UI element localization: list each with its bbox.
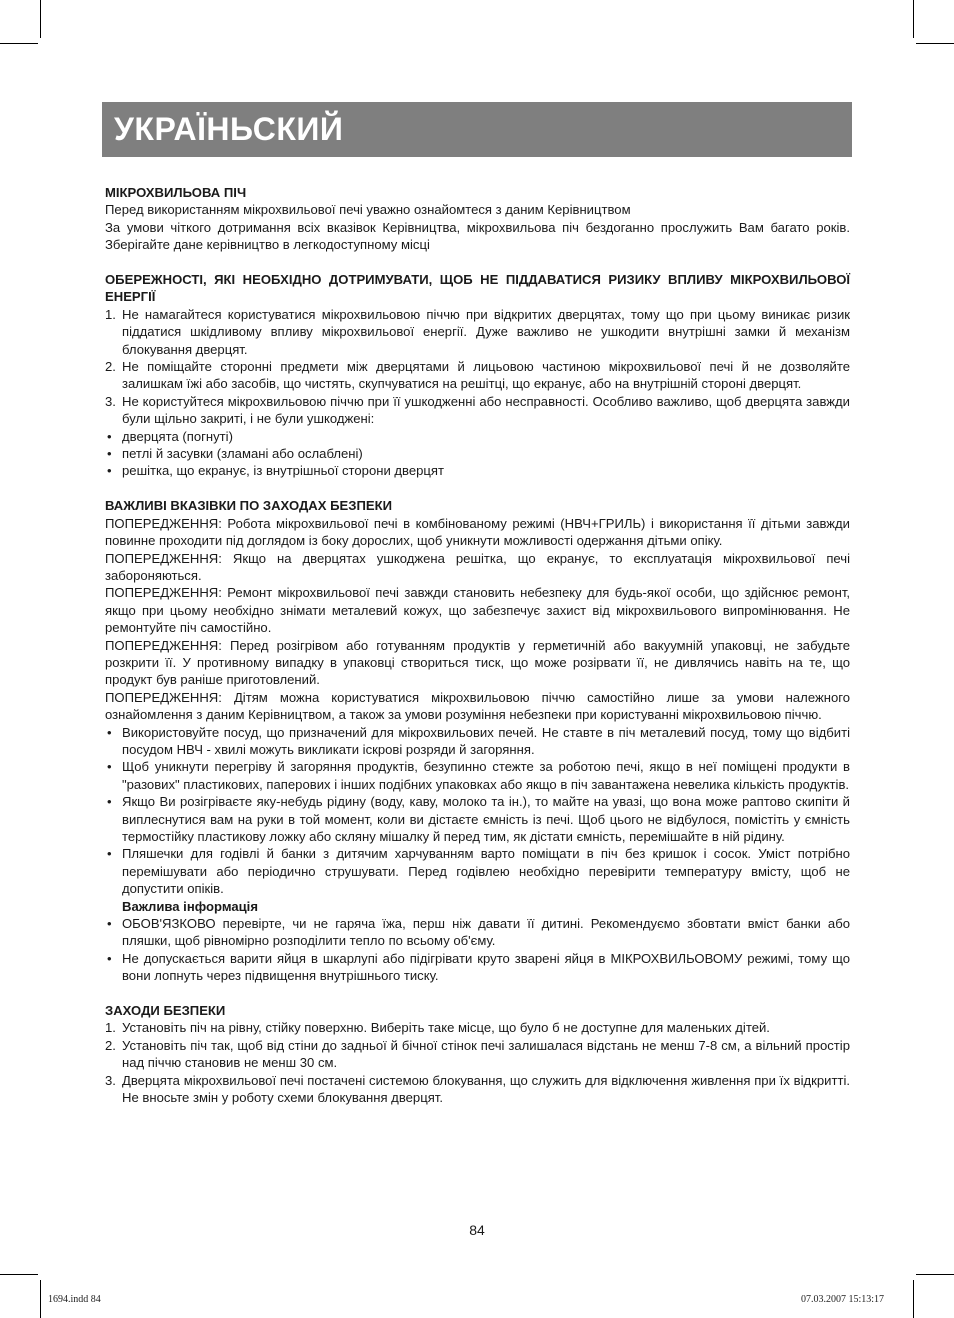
important-info-label: Важлива інформація <box>122 898 258 914</box>
page-content <box>105 184 850 1106</box>
section-title: ВАЖЛИВІ ВКАЗІВКИ ПО ЗАХОДАХ БЕЗПЕКИ <box>105 498 393 514</box>
list-number: 3. <box>105 1072 116 1088</box>
language-banner <box>102 102 852 157</box>
crop-mark <box>40 1280 41 1318</box>
list-item <box>105 358 850 393</box>
crop-mark <box>40 0 41 38</box>
bullet-text: Якщо Ви розігріваєте яку-небудь рідину (воду, каву, молоко та ін.), то майте на увазі, що вона може раптово скипіти й виплеснутися вам на руки в той момент, коли ви дістаєте ємність із печі. Щоб цього не відбулося, помістіть у ємність термостійку пластикову ложку або скляну мішалку й перед тим, як дістати ємність, перемішайте в ній рідину. <box>122 794 850 844</box>
bullet-item <box>105 445 850 462</box>
list-text: Не поміщайте сторонні предмети між дверцятами й лицьовою частиною мікрохвильової печі й не дозволяйте залишкам їжі або засобів, що чистять, скупчуватися на решітці, що екранує, або на внутрішній стороні дверцят. <box>122 359 850 392</box>
crop-mark <box>913 1280 914 1318</box>
page-number: 84 <box>469 1222 485 1238</box>
bullet-icon: • <box>107 759 112 775</box>
crop-mark <box>916 43 954 44</box>
bullet-item <box>105 758 850 793</box>
warning-paragraph: ПОПЕРЕДЖЕННЯ: Дітям можна користуватися мікрохвильовою піччю самостійно лише за умови належного ознайомлення з даним Керівництвом, а також за умови розуміння небезпеки при користуванні мікрохвильовою піччю. <box>105 689 850 723</box>
paragraph: За умови чіткого дотримання всіх вказівок Керівництва, мікрохвильова піч бездоганно прослужить Вам багато років. Зберігайте дане керівництво в легкодоступному місці <box>105 219 850 253</box>
language-title: УКРАЇНЬСКИЙ <box>114 111 344 147</box>
list-item <box>105 306 850 358</box>
crop-mark <box>0 43 38 44</box>
list-number: 3. <box>105 393 116 409</box>
warning-paragraph: ПОПЕРЕДЖЕННЯ: Ремонт мікрохвильової печі завжди становить небезпеку для будь-якої особи, що здійснює ремонт, якщо при цьому необхідно знімати металевий кожух, що забезпечує захист від мікрохвильового випромінювання. Не ремонтуйте піч самостійно. <box>105 585 850 636</box>
bullet-icon: • <box>107 428 112 444</box>
bullet-icon: • <box>107 724 112 740</box>
bullet-text: Щоб уникнути перегріву й загоряння продуктів, безупинно стежте за роботою печі, якщо в неї поміщені продукти в "разових" пластикових, паперових і інших подібних упаковках або якщо в піч завантажена невелика кількість продуктів. <box>122 759 850 792</box>
list-text: Дверцята мікрохвильової печі постачені системою блокування, що служить для відключення живлення при їх відкритті. Не вносьте змін у роботу схеми блокування дверцят. <box>122 1072 850 1106</box>
bullet-item <box>105 793 850 845</box>
bullet-icon: • <box>107 950 112 966</box>
bullet-item <box>105 950 850 985</box>
bullet-text: дверцята (погнуті) <box>122 428 233 444</box>
crop-mark <box>0 1274 38 1275</box>
warning-paragraph: ПОПЕРЕДЖЕННЯ: Якщо на дверцятах ушкоджена решітка, що екранує, то експлуатація мікрохвильової печі забороняються. <box>105 550 850 583</box>
bullet-text: Використовуйте посуд, що призначений для мікрохвильових печей. Не ставте в піч металевий посуд, тому що відбиті посудом НВЧ - хвилі можуть викликати іскрові розряди й загоряння. <box>122 724 850 757</box>
bullet-item <box>105 724 850 759</box>
footer-file: 1694.indd 84 <box>48 1294 101 1305</box>
bullet-text: Не допускається варити яйця в шкарлупі або підігрівати круто зварені яйця в МІКРОХВИЛЬОВОМУ режимі, тому що вони лопнуть через підвищення внутрішнього тиску. <box>122 950 850 984</box>
bullet-item <box>105 428 850 445</box>
paragraph: Перед використанням мікрохвильової печі уважно ознайомтеся з даним Керівництвом <box>105 202 631 218</box>
bullet-item <box>105 915 850 950</box>
section-title: ОБЕРЕЖНОСТІ, ЯКІ НЕОБХІДНО ДОТРИМУВАТИ, ЩОБ НЕ ПІДДАВАТИСЯ РИЗИКУ ВПЛИВУ МІКРОХВИЛЬОВОЇ ЕНЕРГІЇ <box>105 272 850 305</box>
list-text: Установіть піч так, щоб від стіни до задньої й бічної стінок печі залишалася відстань не менш 7-8 см, а вільний простір над піччю становив не менш 30 см. <box>122 1037 850 1071</box>
warning-paragraph: ПОПЕРЕДЖЕННЯ: Робота мікрохвильової печі в комбінованому режимі (НВЧ+ГРИЛЬ) і використання її дітьми завжди повинне проходити під доглядом із боку дорослих, щоб уникнути можливості одержання дітьми опіку. <box>105 515 850 549</box>
list-number: 2. <box>105 1037 116 1053</box>
warning-paragraph: ПОПЕРЕДЖЕННЯ: Перед розігрівом або готуванням продуктів у герметичній або вакуумній упаковці, не забудьте розкрити її. У противному випадку в упаковці створиться тиск, що може розірвати її, не дивлячись навіть на те, що продукт був раніше приготовлений. <box>105 637 850 688</box>
list-item <box>105 1019 850 1036</box>
section-title: ЗАХОДИ БЕЗПЕКИ <box>105 1003 226 1019</box>
list-number: 2. <box>105 359 116 375</box>
bullet-icon: • <box>107 916 112 932</box>
crop-mark <box>913 0 914 38</box>
bullet-item <box>105 462 850 479</box>
bullet-icon: • <box>107 794 112 810</box>
list-item <box>105 1037 850 1072</box>
list-number: 1. <box>105 306 116 322</box>
bullet-item <box>105 845 850 897</box>
footer-timestamp: 07.03.2007 15:13:17 <box>800 1294 884 1305</box>
section-title: МІКРОХВИЛЬОВА ПІЧ <box>105 185 247 200</box>
crop-mark <box>916 1274 954 1275</box>
bullet-text: решітка, що екранує, із внутрішньої сторони дверцят <box>122 463 445 479</box>
list-item <box>105 1072 850 1107</box>
bullet-text: ОБОВ'ЯЗКОВО перевірте, чи не гаряча їжа, перш ніж давати її дитині. Рекомендуємо збовтати вміст банки або пляшки, щоб рівномірно розподілити тепло по всьому об'єму. <box>122 916 850 949</box>
list-text: Не користуйтеся мікрохвильовою піччю при її ушкодженні або несправності. Особливо важливо, щоб дверцята завжди були щільно закриті, і не були ушкоджені: <box>122 393 850 427</box>
bullet-icon: • <box>107 446 112 462</box>
bullet-text: петлі й засувки (зламані або ослаблені) <box>122 446 363 462</box>
list-text: Не намагайтеся користуватися мікрохвильовою піччю при відкритих дверцятах, тому що при цьому виникає ризик піддатися шкідливому впливу мікрохвильової енергії. Дуже важливо не ушкодити внутрішні замки й механізм блокування дверцят. <box>122 306 850 357</box>
bullet-icon: • <box>107 463 112 479</box>
bullet-text: Пляшечки для годівлі й банки з дитячим харчуванням варто поміщати в піч без кришок і сосок. Уміст потрібно перемішувати або періодично струшувати. Перед годівлею необхідно перевірити температуру вмісту, щоб не допустити опіків. <box>122 846 850 897</box>
list-item <box>105 393 850 428</box>
list-number: 1. <box>105 1020 116 1036</box>
bullet-icon: • <box>107 846 112 862</box>
list-text: Установіть піч на рівну, стійку поверхню. Виберіть таке місце, що було б не доступне для маленьких дітей. <box>122 1020 770 1036</box>
